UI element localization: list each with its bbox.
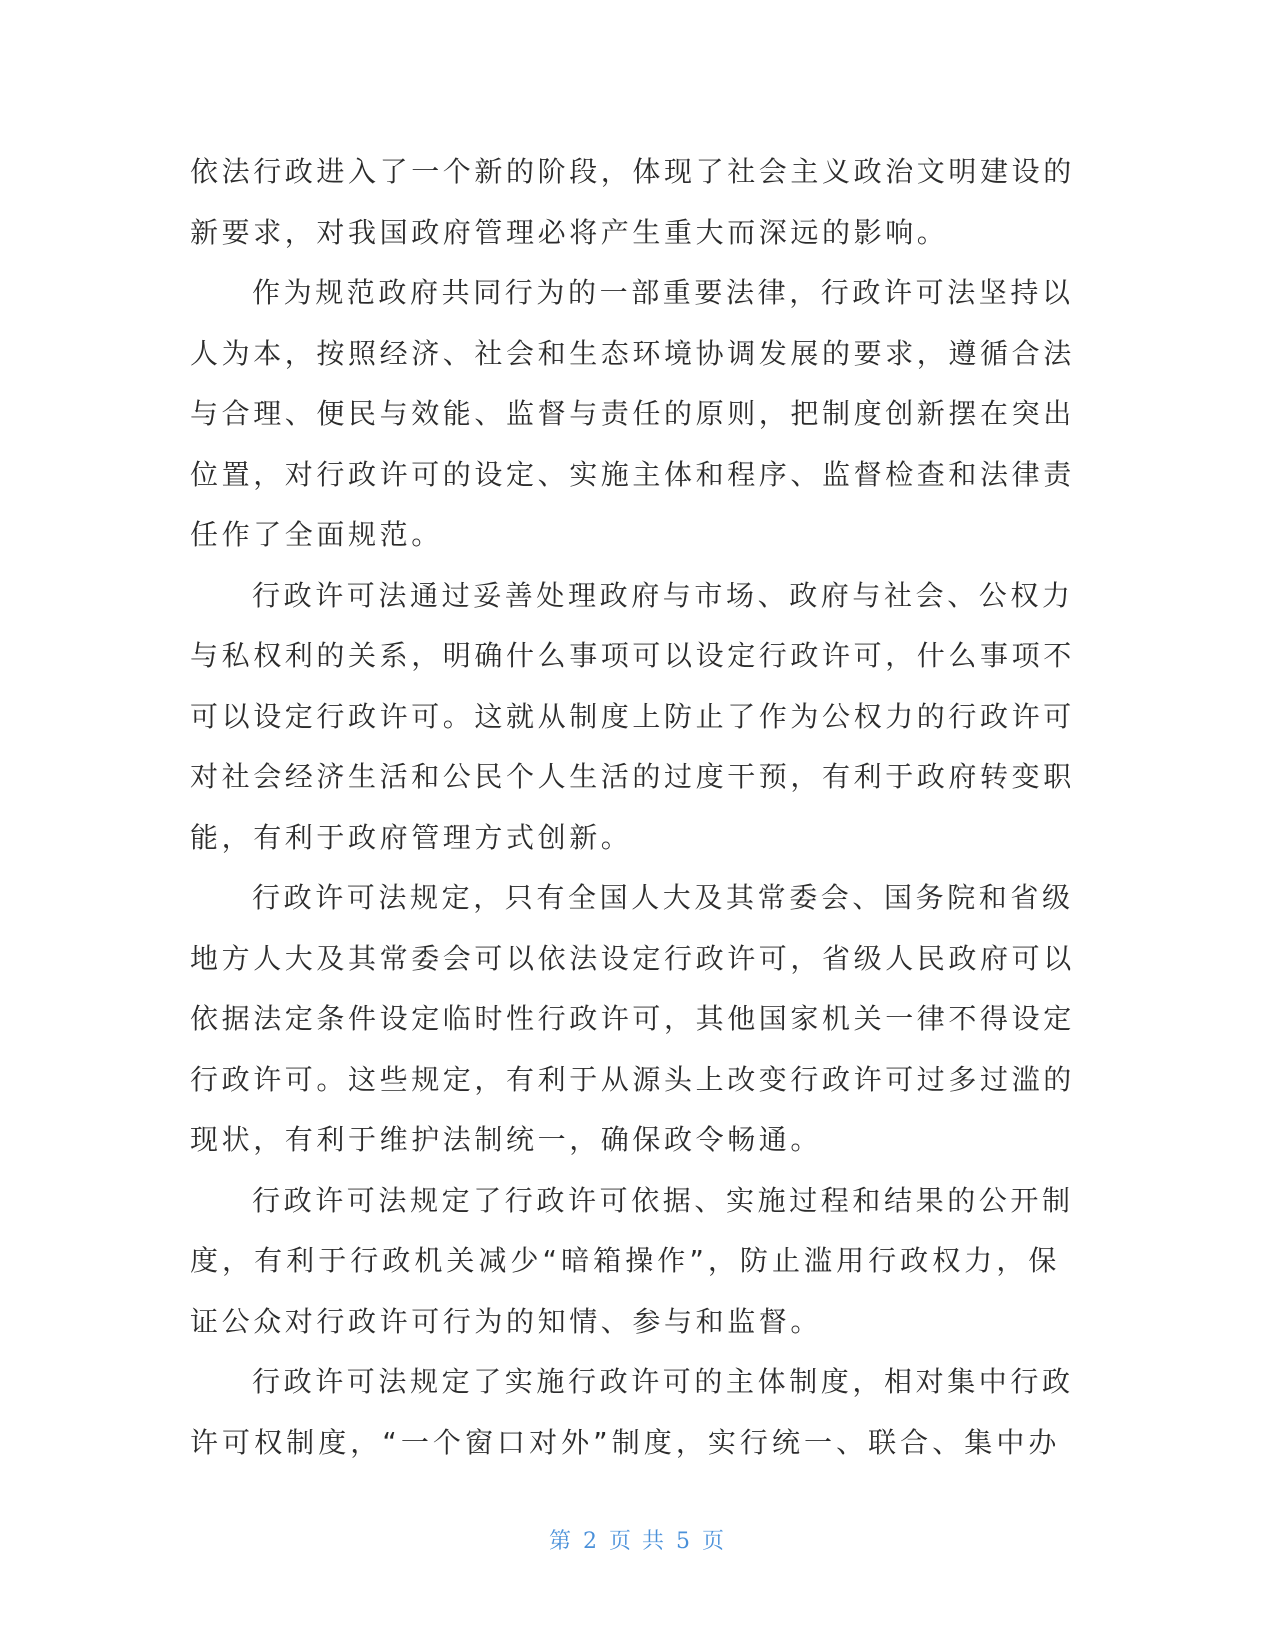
paragraph-line: 位置，对行政许可的设定、实施主体和程序、监督检查和法律责 — [190, 457, 1075, 491]
paragraph-line: 证公众对行政许可行为的知情、参与和监督。 — [190, 1304, 823, 1338]
paragraph-line: 作为规范政府共同行为的一部重要法律，行政许可法坚持以 — [252, 276, 1074, 309]
paragraph — [190, 1352, 1074, 1473]
paragraph-line: 与合理、便民与效能、监督与责任的原则，把制度创新摆在突出 — [190, 397, 1075, 430]
footer-current-page: 2 — [583, 1529, 599, 1554]
paragraph-line: 行政许可法规定了行政许可依据、实施过程和结果的公开制 — [252, 1183, 1074, 1217]
page-number-footer — [0, 1524, 1275, 1555]
paragraph-line: 对社会经济生活和公民个人生活的过度干预，有利于政府转变职 — [190, 760, 1075, 793]
footer-middle: 页 共 — [609, 1529, 666, 1554]
paragraph-line: 许可权制度，“一个窗口对外”制度，实行统一、联合、集中办 — [190, 1425, 1060, 1459]
paragraph — [190, 142, 1075, 263]
paragraph-line: 行政许可法规定了实施行政许可的主体制度，相对集中行政 — [252, 1365, 1074, 1398]
paragraph-line: 依法行政进入了一个新的阶段，体现了社会主义政治文明建设的 — [190, 155, 1075, 188]
paragraph-line: 新要求，对我国政府管理必将产生重大而深远的影响。 — [190, 215, 949, 249]
paragraph — [190, 566, 1075, 869]
paragraph-line: 地方人大及其常委会可以依法设定行政许可，省级人民政府可以 — [190, 941, 1075, 975]
paragraph-line: 依据法定条件设定临时性行政许可，其他国家机关一律不得设定 — [190, 1002, 1075, 1035]
paragraph-line: 任作了全面规范。 — [190, 518, 443, 551]
footer-prefix: 第 — [548, 1529, 573, 1554]
footer-total-pages: 5 — [676, 1529, 692, 1554]
paragraph-line: 现状，有利于维护法制统一，确保政令畅通。 — [190, 1123, 823, 1156]
footer-suffix: 页 — [702, 1529, 727, 1554]
paragraph-line: 行政许可。这些规定，有利于从源头上改变行政许可过多过滥的 — [190, 1062, 1075, 1096]
paragraph-line: 能，有利于政府管理方式创新。 — [190, 820, 633, 854]
paragraph — [190, 1171, 1074, 1353]
paragraph-line: 行政许可法规定，只有全国人大及其常委会、国务院和省级 — [252, 881, 1074, 914]
paragraph-line: 行政许可法通过妥善处理政府与市场、政府与社会、公权力 — [252, 578, 1074, 612]
paragraph-line: 与私权利的关系，明确什么事项可以设定行政许可，什么事项不 — [190, 639, 1075, 672]
paragraph-line: 度，有利于行政机关减少“暗箱操作”，防止滥用行政权力，保 — [190, 1244, 1060, 1277]
document-body — [190, 142, 1075, 1473]
paragraph-line: 人为本，按照经济、社会和生态环境协调发展的要求，遵循合法 — [190, 336, 1075, 370]
paragraph — [190, 868, 1075, 1171]
paragraph — [190, 263, 1075, 566]
paragraph-line: 可以设定行政许可。这就从制度上防止了作为公权力的行政许可 — [190, 699, 1075, 733]
